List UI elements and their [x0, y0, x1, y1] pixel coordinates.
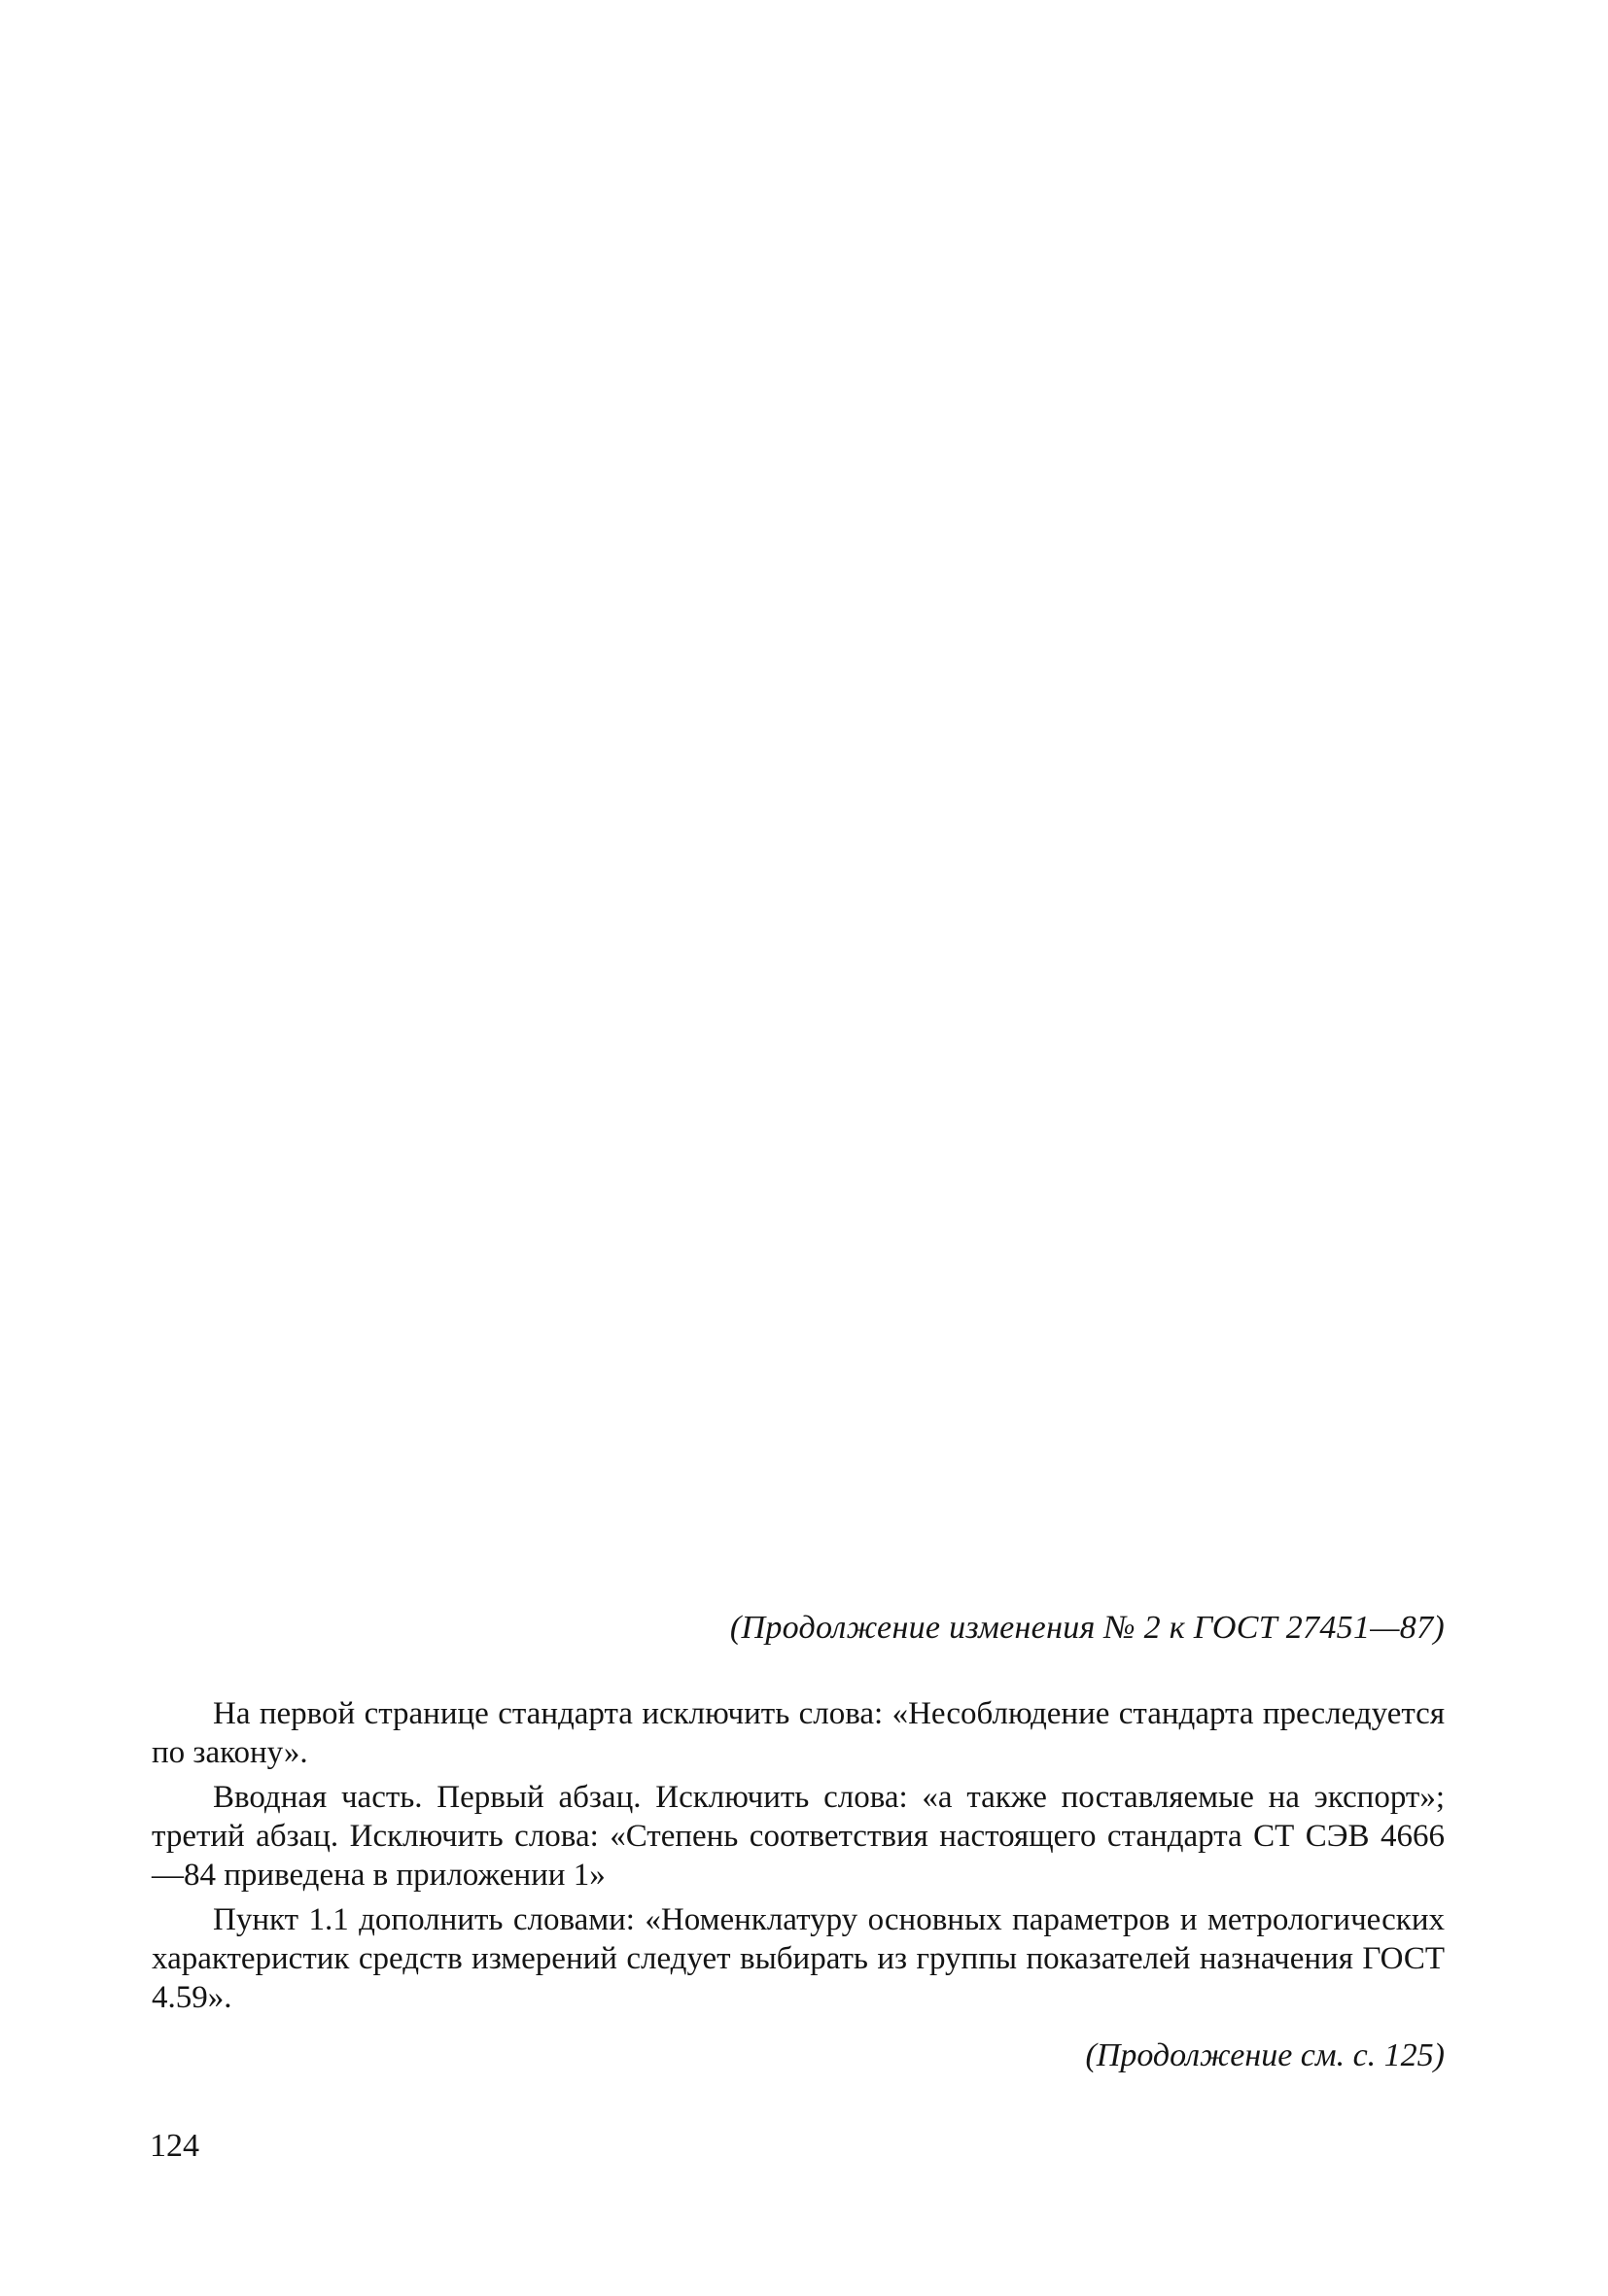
paragraph-3: Пункт 1.1 дополнить словами: «Номенклатуру основных параметров и метрологических характеристик средств измерений следует выбирать из группы показателей назначения ГОСТ 4.59». — [152, 1902, 1445, 2015]
continuation-footer: (Продолжение см. с. 125) — [1085, 2037, 1445, 2073]
document-body — [152, 1609, 1445, 2075]
paragraph-1: На первой странице стандарта исключить слова: «Несоблюдение стандарта преследуется по закону». — [152, 1696, 1445, 1770]
page-number: 124 — [150, 2128, 199, 2164]
continuation-header: (Продолжение изменения № 2 к ГОСТ 27451—87) — [729, 1610, 1445, 1646]
paragraph-2: Вводная часть. Первый абзац. Исключить слова: «а также поставляемые на экспорт»; третий абзац. Исключить слова: «Степень соответствия настоящего стандарта СТ СЭВ 4666—84 приведена в приложении 1» — [152, 1780, 1445, 1893]
